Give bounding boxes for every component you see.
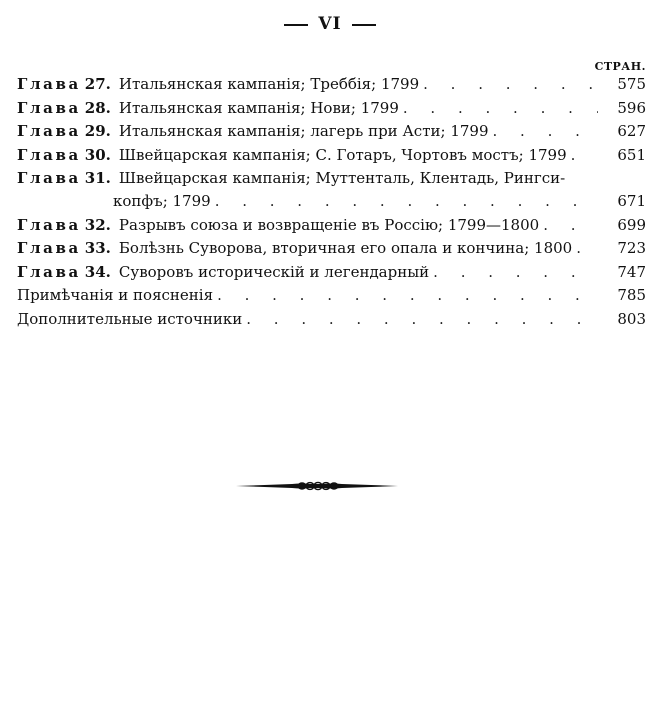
chapter-number: 31. (84, 169, 111, 187)
toc-entry-34 (17, 263, 646, 287)
chapter-title: Суворовъ историческій и легендарный (118, 262, 430, 281)
chapter-title: Швейцарская кампанія; С. Готаръ, Чортовъ мостъ; 1799 (118, 145, 567, 164)
chapter-number: 30. (84, 145, 111, 164)
chapter-number: 34. (84, 262, 111, 281)
toc-entry-notes (17, 286, 646, 310)
chapter-number: 33. (84, 239, 111, 257)
page-column-label: СТРАН. (594, 60, 646, 73)
dot-leader (433, 263, 598, 281)
chapter-title: Итальянская кампанія; Треббія; 1799 (118, 75, 420, 93)
dot-leader (217, 286, 598, 304)
section-title: Примѣчанія и поясненія (17, 286, 214, 304)
chapter-label: Глава (17, 239, 81, 257)
chapter-title-continued: копфъ; 1799 (113, 192, 211, 210)
header-dash-right (352, 24, 376, 26)
chapter-title: Болѣзнь Суворова, вторичная его опала и кончина; 1800 (118, 239, 573, 257)
chapter-label: Глава (17, 145, 81, 164)
toc-entry-29 (17, 122, 646, 146)
page-header (0, 14, 660, 34)
toc-entry-sources (17, 310, 646, 334)
chapter-label: Глава (17, 98, 81, 117)
section-title: Дополнительные источники (17, 309, 243, 328)
chapter-title: Итальянская кампанія; Нови; 1799 (118, 98, 399, 117)
page-number: VI (318, 14, 342, 34)
dot-leader (493, 122, 598, 140)
chapter-number: 27. (84, 75, 111, 93)
chapter-label: Глава (17, 215, 81, 234)
chapter-title: Итальянская кампанія; лагерь при Асти; 1799 (118, 122, 489, 140)
page-ref: 575 (617, 75, 646, 93)
chapter-number: 28. (84, 98, 111, 117)
dot-leader (571, 146, 598, 164)
page-ref: 596 (617, 98, 646, 117)
chapter-number: 29. (84, 122, 111, 140)
page-ref: 699 (617, 215, 646, 234)
toc-entry-28 (17, 99, 646, 123)
chapter-number: 32. (84, 215, 111, 234)
page-ref: 747 (617, 262, 646, 281)
dot-leader (543, 216, 598, 234)
toc-entry-31-continued (17, 192, 646, 216)
header-dash-left (284, 24, 308, 26)
page-ref: 803 (617, 309, 646, 328)
chapter-title: Швейцарская кампанія; Муттенталь, Клентадь, Рингси- (118, 169, 566, 187)
toc-entry-27 (17, 75, 646, 99)
chapter-label: Глава (17, 122, 81, 140)
chapter-label: Глава (17, 169, 81, 187)
dot-leader (215, 192, 598, 210)
toc-entry-30 (17, 146, 646, 170)
chapter-label: Глава (17, 75, 81, 93)
table-of-contents (17, 75, 646, 333)
toc-entry-33 (17, 239, 646, 263)
page-ref: 671 (617, 192, 646, 210)
dot-leader (576, 239, 598, 257)
page-ref: 627 (617, 122, 646, 140)
dot-leader (403, 99, 598, 117)
page-ref: 723 (617, 239, 646, 257)
chapter-label: Глава (17, 262, 81, 281)
toc-entry-31 (17, 169, 646, 192)
page-ref: 785 (617, 286, 646, 304)
dot-leader (246, 310, 598, 328)
dot-leader (423, 75, 598, 93)
decorative-divider-ornament (232, 474, 402, 498)
toc-entry-32 (17, 216, 646, 240)
page-ref: 651 (617, 145, 646, 164)
chapter-title: Разрывъ союза и возвращеніе въ Россію; 1799—1800 (118, 215, 540, 234)
